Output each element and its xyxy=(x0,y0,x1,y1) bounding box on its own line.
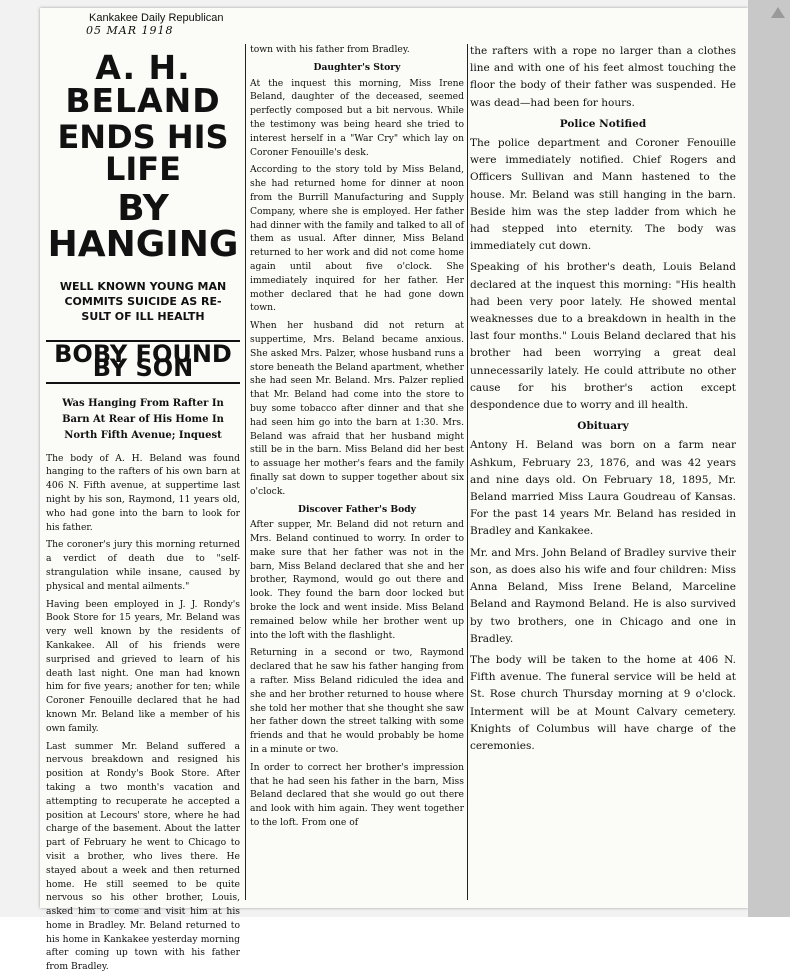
masthead-paper-name: Kankakee Daily Republican xyxy=(89,12,224,24)
deck: WELL KNOWN YOUNG MAN COMMITS SUICIDE AS RE-SULT OF ILL HEALTH xyxy=(59,280,227,323)
date-stamp: 05 MAR 1918 xyxy=(86,24,174,37)
col2-paragraph: According to the story told by Miss Beland, she had returned home for dinner at noon from the Burrill Manufacturing and Supply Company, where she is employed. Her father had dinner with the family and talked to all of them as usual. After dinner, Miss Beland returned to her work and did not come home again until about five o'clock. She immediately inquired for her father. Her mother declared that he had gone down town. xyxy=(250,164,464,314)
column-1 xyxy=(46,43,240,978)
headline-line-1: A. H. BELAND xyxy=(65,48,221,120)
subhead-discover-fathers-body: Discover Father's Body xyxy=(298,503,416,515)
subhead-daughters-story: Daughter's Story xyxy=(313,61,401,73)
column-rule-right xyxy=(467,44,468,900)
col1-paragraph: Last summer Mr. Beland suffered a nervous breakdown and resigned his position at Rondy's Book Store. After taking a two month's vacation and attempting to recuperate he accepted a position at Lecours' store, where he had charge of the basement. About the latter part of February he went to Chicago to visit a brother, who lives there. He stayed about a week and then returned home. He still seemed to be quite nervous so his other brother, Louis, asked him to come and visit him at his home in Bradley. Mr. Beland returned to his home in Kankakee yesterday morning after coming up town with his father from Bradley. xyxy=(46,740,240,973)
col2-paragraph: At the inquest this morning, Miss Irene Beland, daughter of the deceased, seemed perfectly composed but a bit nervous. While the testimony was being heard she tried to interest herself in a "War Cry" which lay on Coroner Fenouille's desk. xyxy=(250,77,464,158)
boby-headline: BOBY FOUND BY SON xyxy=(46,340,240,384)
col3-paragraph: Antony H. Beland was born on a farm near Ashkum, February 23, 1876, and was 42 years and nine days old. On February 18, 1895, Mr. Beland married Miss Laura Goudreau of Kansas. For the past 14 years Mr. Beland has resided in Bradley and Kankakee. xyxy=(470,439,736,538)
col3-paragraph: The body will be taken to the home at 406 N. Fifth avenue. The funeral service will be held at St. Rose church Thursday morning at 9 o'clock. Interment will be at Mount Calvary cemetery. Knights of Columbus will have charge of the ceremonies. xyxy=(470,653,736,752)
col1-paragraph: The body of A. H. Beland was found hanging to the rafters of his own barn at 406 N. Fifth avenue, at suppertime last night by his son, Raymond, 11 years old, who had gone into the barn to look for his father. xyxy=(46,452,240,533)
col3-paragraph: Mr. and Mrs. John Beland of Bradley survive their son, as does also his wife and four children: Miss Anna Beland, Miss Irene Beland, Marceline Beland and Raymond Beland. He is also survived by two brothers, one in Chicago and one in Bradley. xyxy=(470,546,736,645)
col1-paragraph: The coroner's jury this morning returned a verdict of death due to "self-strangulation while insane, caused by physical and mental ailments." xyxy=(46,539,240,592)
col2-paragraph: Returning in a second or two, Raymond declared that he saw his father hanging from a rafter. Miss Beland ridiculed the idea and she and her brother returned to house where she told her mother that she thought she saw her father down the street talking with some friends and that he would probably be home in a minute or two. xyxy=(250,647,464,756)
subhead-obituary: Obituary xyxy=(577,420,629,433)
col3-paragraph: The police department and Coroner Fenouille were immediately notified. Chief Rogers and Officers Sullivan and Mann hastened to the house. Mr. Beland was still hanging in the barn. Beside him was the step ladder from which he had stepped into eternity. The body was immediately cut down. xyxy=(470,137,736,253)
subhead-police-notified: Police Notified xyxy=(559,117,647,130)
column-rule-left xyxy=(245,44,246,900)
column-3 xyxy=(470,43,736,759)
col2-paragraph: After supper, Mr. Beland did not return and Mrs. Beland continued to worry. In order to make sure that her father was not in the barn, Miss Beland declared that she and her brother, Raymond, would go out there and look. They found the barn door locked but broke the lock and went inside. Miss Beland remained below while her brother went up into the loft with the flashlight. xyxy=(250,519,464,641)
headline-line-2: ENDS HIS LIFE xyxy=(57,118,229,188)
col2-paragraph: When her husband did not return at suppertime, Mrs. Beland became anxious. She asked Mrs. Palzer, whose husband runs a store beneath the Beland apartment, whether she had seen Mr. Beland. Mrs. Palzer replied that Mr. Beland had come into the store to buy some tobacco after dinner and that she had seen him go into the barn at 1:30. Mrs. Beland was afraid that her husband might still be in the barn. Miss Beland did her best to assuage her mother's fears and the family finally sat down to supper together about six o'clock. xyxy=(250,320,464,497)
subdeck: Was Hanging From Rafter In Barn At Rear of His Home In North Fifth Avenue; Inquest xyxy=(62,397,224,441)
col2-lead: town with his father from Bradley. xyxy=(250,44,410,55)
col1-paragraph: Having been employed in J. J. Rondy's Book Store for 15 years, Mr. Beland was very well known by the residents of Kankakee. All of his friends were surprised and grieved to learn of his death last night. One man had known him for five years; another for ten; while Coroner Fenouille declared that he had known Mr. Beland like a member of his own family. xyxy=(46,598,240,734)
col3-lead: the rafters with a rope no larger than a clothes line and with one of his feet almost touching the floor the body of their father was suspended. He was dead—had been for hours. xyxy=(470,45,736,109)
vertical-scrollbar[interactable] xyxy=(748,0,790,917)
column-2 xyxy=(250,43,464,834)
headline-line-3: BY HANGING xyxy=(47,188,239,265)
scroll-up-icon[interactable] xyxy=(768,2,788,22)
col3-paragraph: Speaking of his brother's death, Louis Beland declared at the inquest this morning: "His health had been very poor lately. He showed mental weaknesses due to a breakdown in health in the last four months." Louis Beland declared that his brother had been worrying a great deal unnecessarily lately. He could attribute no other cause for his brother's action except despondence due to worry and ill health. xyxy=(470,261,736,412)
col2-paragraph: In order to correct her brother's impression that he had seen his father in the barn, Miss Beland declared that she would go out there and look with him again. They went together to the loft. From one of xyxy=(250,761,464,829)
